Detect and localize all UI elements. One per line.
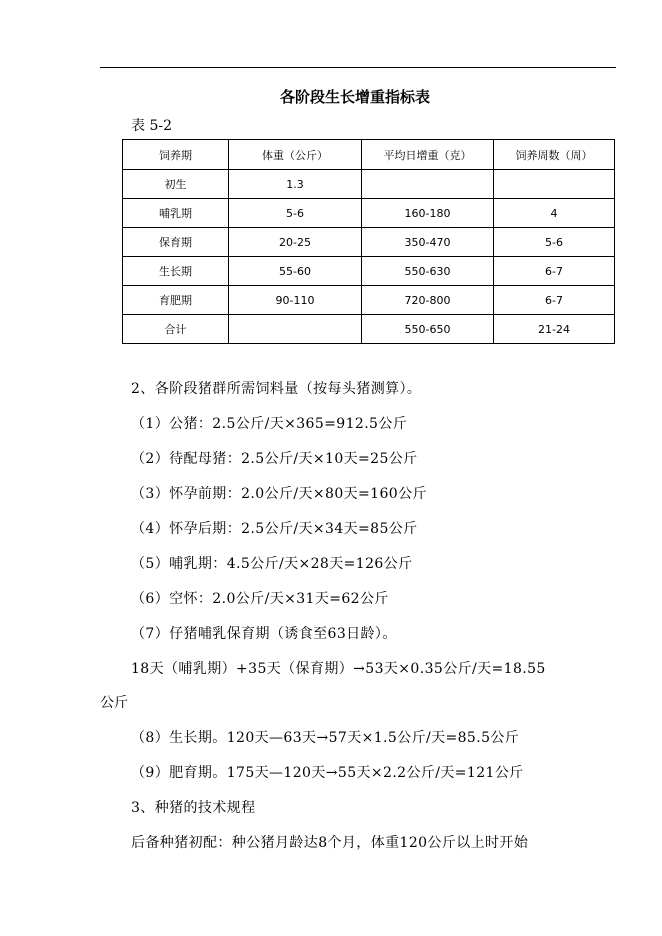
table-cell: 1.3 bbox=[229, 170, 362, 199]
page-title: 各阶段生长增重指标表 bbox=[279, 88, 430, 106]
table-header-row bbox=[123, 140, 615, 170]
table-cell: 550-630 bbox=[362, 257, 494, 286]
table-row bbox=[123, 257, 615, 286]
table-row bbox=[123, 315, 615, 344]
table-cell: 5-6 bbox=[229, 199, 362, 228]
section-heading-breeding: 3、种猪的技术规程 bbox=[131, 800, 256, 816]
feed-item-early-pregnancy: （3）怀孕前期：2.0公斤/天×80天=160公斤 bbox=[131, 486, 427, 502]
header-cell: 体重（公斤） bbox=[229, 140, 362, 170]
table-cell: 育肥期 bbox=[123, 286, 229, 315]
header-cell: 饲养周数（周） bbox=[494, 140, 615, 170]
feed-item-boar: （1）公猪：2.5公斤/天×365=912.5公斤 bbox=[131, 416, 408, 432]
table-cell bbox=[494, 170, 615, 199]
growth-index-table bbox=[122, 139, 615, 344]
feed-item-empty: （6）空怀：2.0公斤/天×31天=62公斤 bbox=[131, 591, 389, 607]
header-cell: 饲养期 bbox=[123, 140, 229, 170]
table-cell: 160-180 bbox=[362, 199, 494, 228]
table-cell: 720-800 bbox=[362, 286, 494, 315]
table-caption: 表 5-2 bbox=[131, 118, 172, 134]
table-cell: 21-24 bbox=[494, 315, 615, 344]
table-cell: 保育期 bbox=[123, 228, 229, 257]
table-cell: 20-25 bbox=[229, 228, 362, 257]
feed-item-finishing: （9）肥育期。175天—120天→55天×2.2公斤/天=121公斤 bbox=[131, 765, 524, 781]
table-row bbox=[123, 170, 615, 199]
header-rule bbox=[100, 67, 616, 68]
breeding-paragraph: 后备种猪初配：种公猪月龄达8个月，体重120公斤以上时开始 bbox=[131, 835, 529, 851]
feed-item-late-pregnancy: （4）怀孕后期：2.5公斤/天×34天=85公斤 bbox=[131, 521, 418, 537]
piglet-calculation: 18天（哺乳期）+35天（保育期）→53天×0.35公斤/天=18.55 bbox=[131, 661, 546, 677]
section-heading-feed: 2、各阶段猪群所需饲料量（按每头猪测算）。 bbox=[131, 381, 422, 397]
table-cell: 6-7 bbox=[494, 286, 615, 315]
table-row bbox=[123, 199, 615, 228]
table-cell: 5-6 bbox=[494, 228, 615, 257]
feed-item-piglet: （7）仔猪哺乳保育期（诱食至63日龄）。 bbox=[131, 626, 397, 642]
table-cell: 90-110 bbox=[229, 286, 362, 315]
feed-item-breeding-sow: （2）待配母猪：2.5公斤/天×10天=25公斤 bbox=[131, 451, 418, 467]
table-cell: 哺乳期 bbox=[123, 199, 229, 228]
feed-item-growth: （8）生长期。120天—63天→57天×1.5公斤/天=85.5公斤 bbox=[131, 730, 520, 746]
header-cell: 平均日增重（克） bbox=[362, 140, 494, 170]
table-cell: 6-7 bbox=[494, 257, 615, 286]
table-row bbox=[123, 228, 615, 257]
table-cell bbox=[229, 315, 362, 344]
table-cell: 初生 bbox=[123, 170, 229, 199]
table-cell: 55-60 bbox=[229, 257, 362, 286]
table-cell: 生长期 bbox=[123, 257, 229, 286]
table-cell: 550-650 bbox=[362, 315, 494, 344]
table-cell: 350-470 bbox=[362, 228, 494, 257]
piglet-calculation-continued: 公斤 bbox=[100, 695, 128, 711]
table-row bbox=[123, 286, 615, 315]
feed-item-lactation: （5）哺乳期：4.5公斤/天×28天=126公斤 bbox=[131, 556, 413, 572]
table-cell bbox=[362, 170, 494, 199]
table-cell: 4 bbox=[494, 199, 615, 228]
table-cell: 合计 bbox=[123, 315, 229, 344]
